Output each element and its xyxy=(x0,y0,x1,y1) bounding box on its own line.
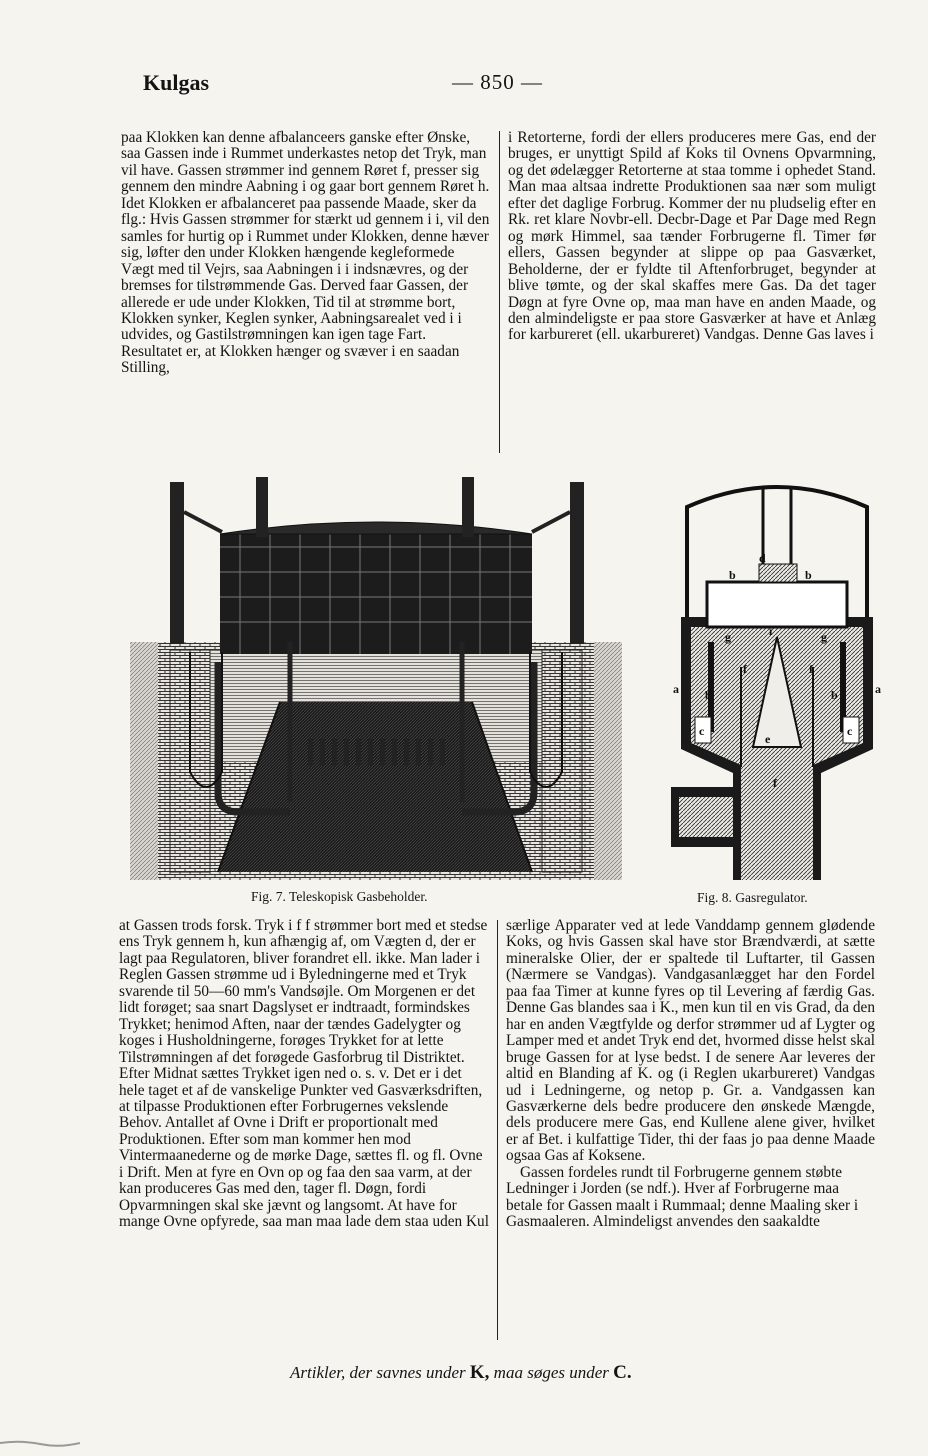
figure-gas-regulator xyxy=(671,467,883,880)
footer-text: Artikler, der savnes under xyxy=(290,1363,470,1382)
figure-gasholder xyxy=(130,472,622,880)
column-divider xyxy=(499,131,500,453)
label-g: g xyxy=(821,630,827,644)
label-f: f xyxy=(773,776,777,790)
paragraph: at Gassen trods forsk. Tryk i f f strømmer bort med et stedse ens Tryk gennem h, kun afhængig af, om Vægten d, der er lagt paa Regulatoren, bliver forandret ell. ikke. Man lader i Reglen Gassen strømme ud i Byledningerne med et Tryk svarende til 50—60 mm's Vandsøjle. Om Morgenen er det lidt forøget; saa snart Dagslyset er indtraadt, formindskes Trykket; henimod Aften, naar der tændes Gadelygter og koges i Husholdningerne, forøges Trykket for at lette Tilstrømningen af det forøgede Gasforbrug til Distriktet. Efter Midnat sættes Trykket igen ned o. s. v. Det er i det hele taget et af de vanskelige Punkter ved Gasværksdriften, at tilpasse Produktionen efter Forbrugernes vekslende Behov. Antallet af Ovne i Drift er proportionalt med Produktionen. Efter som man kommer hen mod Vintermaanederne og de mørke Dage, sættes fl. og fl. Ovne i Drift. Men at fyre en Ovn op og faa den saa varm, at der kan produceres Gas med den, tager fl. Døgn, fordi Opvarmningen skal ske jævnt og langsomt. At have for mange Ovne opfyrede, saa man maa lade dem staa uden Kul xyxy=(119,917,489,1231)
footer-note xyxy=(290,1362,632,1384)
footer-text: maa søges under xyxy=(489,1363,614,1382)
column-bottom-right xyxy=(506,918,875,1231)
label-b: b xyxy=(729,568,736,582)
weight-d xyxy=(759,564,797,582)
figure-8-caption: Fig. 8. Gasregulator. xyxy=(697,890,808,905)
regulator-bell xyxy=(707,582,847,627)
label-e: e xyxy=(765,732,771,746)
label-a: a xyxy=(875,682,881,696)
label-g: g xyxy=(725,630,731,644)
column-bottom-left xyxy=(119,918,489,1231)
label-f: f xyxy=(809,662,813,676)
paragraph: i Retorterne, fordi der ellers produceres mere Gas, end der bruges, er unyttigt Spild af Koks til Ovnens Opvarmning, og det ødelægger Retorterne at staa tomme i ophedet Stand. Man maa altsaa indrette Produktionen saa nær som muligt efter det daglige Forbrug. Kommer der nu pludselig efter en Rk. ret klare Novbr-ell. Decbr-Dage et Par Dage med Regn og mørk Himmel, saa tænder Forbrugerne fl. Timer før ellers, Gassen begynder at slippe op paa Gasværket, Beholderne, der er fyldte til Aftenforbruget, begynder at blive tømte, og der skal skaffes mere Gas. Da det tager Døgn at fyre Ovne op, maa man have en anden Maade, og den almindeligste er paa store Gasværker at have et Anlæg for karbureret (ell. ukarbureret) Vandgas. Denne Gas laves i xyxy=(508,129,876,344)
column-top-right xyxy=(508,130,876,344)
label-c: c xyxy=(847,724,853,738)
label-f: f xyxy=(743,662,747,676)
label-i: i xyxy=(769,624,773,638)
column-divider xyxy=(497,920,498,1340)
label-c: c xyxy=(699,724,705,738)
label-a: a xyxy=(673,682,679,696)
label-d: d xyxy=(759,551,766,565)
figure-7-caption: Fig. 7. Teleskopisk Gasbeholder. xyxy=(251,889,428,904)
paragraph: særlige Apparater ved at lede Vanddamp gennem glødende Koks, og hvis Gassen skal have stor Brændværdi, at sætte mineralske Olier, der er spaltede til Luftarter, til Gassen (Nærmere se Vandgas). Vandgasanlægget har den Fordel paa faa Timer at kunne fyres op til Levering af færdig Gas. Denne Gas blandes saa i K., men kun til en vis Grad, da den har en anden Vægtfylde og derfor strømmer ud af Lygter og Lamper med et andet Tryk end det, hvormed disse helst skal bruge Gassen for at lyse bedst. I de senere Aar leveres der altid en Blanding af K. og (i Reglen ukarbureret) Vandgas ud i Ledningerne, og netop p. Gr. a. Vandgassen kan Gasværkerne dels bedre producere den ønskede Mængde, dels producere mere Gas, end Kullene alene giver, hvilket er af Bet. i kulfattige Tider, thi der faas jo paa denne Maade ogsaa Gas af Koksene. xyxy=(506,917,875,1165)
paragraph: paa Klokken kan denne afbalanceers ganske efter Ønske, saa Gassen inde i Rummet underkastes netop det Tryk, man vil have. Gassen strømmer ind gennem Røret f, presser sig gennem den mindre Aabning i og gaar bort gennem Røret h. Idet Klokken er afbalanceret paa passende Maade, sker da flg.: Hvis Gassen strømmer for stærkt ud gennem i i, vil den samles for hurtig op i Rummet under Klokken, denne hæver sig, løfter den under Klokken hængende kegleformede Vægt med til Vejrs, saa Aabningen i i indsnævres, og der bremses for tilstrømmende Gas. Derved faar Gassen, der allerede er ude under Klokken, Tid til at strømme bort, Klokken synker, Keglen synker, Aabningsarealet ved i i udvides, og Gastilstrømningen kan igen tage Fart. Resultatet er, at Klokken hænger og svæver i en saadan Stilling, xyxy=(121,129,490,377)
footer-letter-c: C. xyxy=(613,1362,632,1383)
running-header-word: Kulgas xyxy=(143,70,210,95)
footer-letter-k: K, xyxy=(469,1362,490,1383)
column-top-left xyxy=(121,130,490,377)
paragraph: Gassen fordeles rundt til Forbrugerne gennem støbte Ledninger i Jorden (se ndf.). Hver af Forbrugerne maa betale for Gassen maalt i Rummaal; denne Maaling sker i Gasmaaleren. Almindeligst anvendes den saakaldte xyxy=(506,1163,859,1231)
label-b: b xyxy=(705,688,712,702)
label-b: b xyxy=(805,568,812,582)
scan-artifact xyxy=(0,1436,80,1450)
label-b: b xyxy=(831,688,838,702)
guide-column-left xyxy=(170,482,184,644)
guide-column-right xyxy=(570,482,584,644)
gasholder-bell xyxy=(220,534,532,654)
page-number: — 850 — xyxy=(452,70,543,94)
